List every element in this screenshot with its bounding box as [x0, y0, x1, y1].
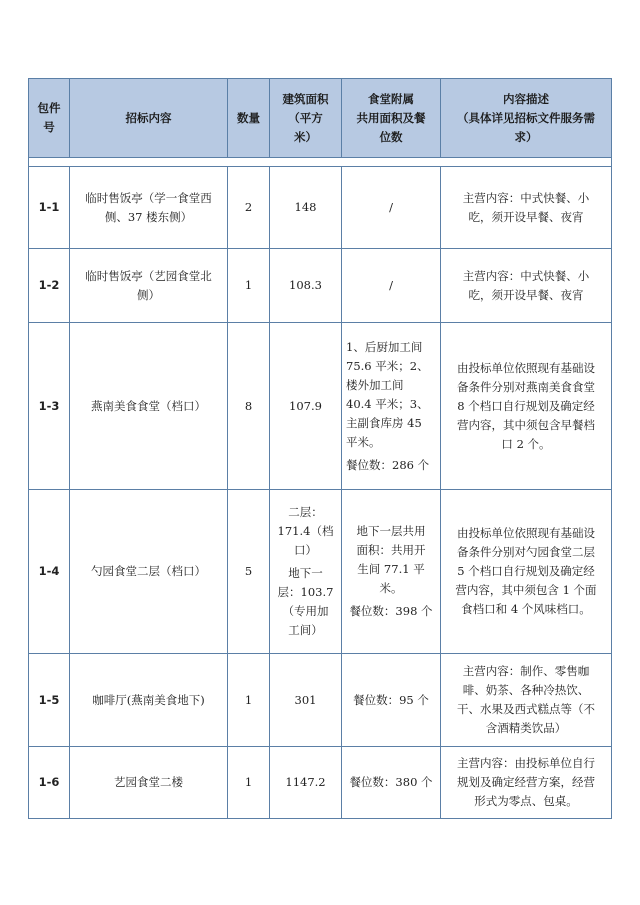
annex-cell	[342, 490, 441, 654]
header-area	[270, 79, 342, 158]
area-cell	[270, 654, 342, 747]
table-row	[29, 654, 612, 747]
cell-text: 1-2	[38, 278, 60, 292]
header-text: 求）	[514, 129, 538, 144]
cell-text: 食档口和 4 个风味档口。	[461, 602, 591, 616]
content-cell	[70, 249, 228, 323]
quantity-cell	[228, 167, 270, 249]
cell-text: 75.6 平米；2、	[346, 358, 429, 373]
cell-text: 吃，须开设早餐、夜宵	[468, 287, 584, 302]
header-text: 号	[43, 120, 55, 134]
description-cell	[441, 167, 612, 249]
area-cell	[270, 323, 342, 490]
cell-text: 107.9	[289, 398, 322, 413]
table-row	[29, 490, 612, 654]
table-row	[29, 747, 612, 819]
cell-text: 形式为零点、包桌。	[474, 794, 578, 808]
area-cell	[270, 747, 342, 819]
cell-text: 1、后厨加工间	[346, 339, 423, 354]
cell-text: 主营内容：制作、零售咖	[462, 664, 590, 678]
area-cell	[270, 167, 342, 249]
quantity-cell	[228, 249, 270, 323]
cell-text: 由投标单位依照现有基础设	[457, 526, 595, 540]
description-cell	[441, 490, 612, 654]
package-no-cell	[29, 323, 70, 490]
package-no-cell	[29, 747, 70, 819]
cell-text: 临时售饭亭（学一食堂西	[85, 190, 212, 205]
description-cell	[441, 249, 612, 323]
description-cell	[441, 747, 612, 819]
header-text: 内容描述	[503, 91, 549, 106]
content-cell	[70, 323, 228, 490]
cell-text: 餐位数：380 个	[349, 775, 433, 789]
annex-cell	[342, 323, 441, 490]
area-cell	[270, 490, 342, 654]
cell-text: 1147.2	[285, 775, 326, 789]
cell-text: 燕南美食食堂（档口）	[91, 398, 206, 413]
cell-text: 面积：共用开	[356, 543, 426, 557]
header-package-no	[29, 79, 70, 158]
header-text: 位数	[379, 129, 403, 144]
cell-text: 侧）	[137, 287, 160, 302]
quantity-cell	[228, 654, 270, 747]
cell-text: 1-5	[38, 692, 60, 707]
cell-text: 生间 77.1 平	[357, 562, 425, 576]
content-cell	[70, 490, 228, 654]
cell-text: 地下一层共用	[356, 524, 426, 538]
cell-text: 平米。	[346, 434, 381, 449]
cell-text: 5	[244, 564, 253, 578]
cell-text: 由投标单位依照现有基础设	[457, 360, 595, 375]
seat-count: 餐位数：398 个	[349, 604, 433, 618]
header-annex	[342, 79, 441, 158]
cell-text: 108.3	[289, 278, 322, 292]
cell-text: 啡、奶茶、各种冷热饮、	[462, 683, 590, 697]
seat-count: 餐位数：286 个	[346, 457, 430, 472]
header-text: 招标内容	[125, 110, 172, 125]
cell-text: 侧、37 楼东侧）	[104, 209, 193, 224]
cell-text: 主营内容：由投标单位自行	[457, 756, 595, 770]
area-cell	[270, 249, 342, 323]
cell-text: 临时售饭亭（艺园食堂北	[85, 268, 212, 283]
cell-text: 工间）	[288, 623, 323, 637]
cell-text: 含酒精类饮品）	[485, 721, 567, 735]
cell-text: 8 个档口自行规划及确定经	[457, 398, 595, 413]
annex-cell	[342, 747, 441, 819]
cell-text: 8	[244, 398, 253, 413]
cell-text: 咖啡厅(燕南美食地下)	[92, 692, 205, 707]
header-text: 米）	[294, 129, 317, 144]
cell-text: /	[389, 278, 393, 292]
cell-text: 备条件分别对燕南美食食堂	[457, 379, 595, 394]
cell-text: 备条件分别对勺园食堂二层	[457, 545, 595, 559]
cell-text: 1-6	[38, 775, 60, 789]
tender-table	[28, 78, 612, 819]
cell-text: 1	[244, 278, 253, 292]
cell-text: 1	[244, 692, 253, 707]
cell-text: 主营内容：中式快餐、小	[462, 268, 590, 283]
cell-text: 2	[244, 200, 253, 214]
table-row	[29, 167, 612, 249]
cell-text: 地下一	[288, 566, 323, 580]
cell-text: 171.4（档	[277, 524, 334, 538]
cell-text: 勺园食堂二层（档口）	[91, 564, 206, 578]
cell-text: 5 个档口自行规划及确定经	[457, 564, 595, 578]
cell-text: 主副食库房 45	[346, 415, 422, 430]
cell-text: 层：103.7	[277, 585, 334, 599]
header-content	[70, 79, 228, 158]
cell-text: 楼外加工间	[346, 377, 404, 392]
cell-text: 营内容，其中须包含早餐档	[457, 417, 595, 432]
description-cell	[441, 323, 612, 490]
header-text: 建筑面积	[282, 91, 329, 106]
annex-cell	[342, 654, 441, 747]
package-no-cell	[29, 654, 70, 747]
cell-text: 301	[294, 692, 317, 707]
cell-text: 40.4 平米；3、	[346, 396, 429, 411]
cell-text: 1-3	[38, 398, 60, 413]
cell-text: 1-4	[38, 564, 60, 578]
header-description	[441, 79, 612, 158]
content-cell	[70, 654, 228, 747]
cell-text: 餐位数：95 个	[353, 692, 429, 707]
cell-text: 口）	[294, 543, 317, 557]
cell-text: （专用加	[282, 604, 329, 618]
cell-text: 148	[294, 200, 317, 214]
header-text: 食堂附属	[368, 91, 414, 106]
quantity-cell	[228, 323, 270, 490]
cell-text: 艺园食堂二楼	[114, 775, 183, 789]
table-row	[29, 249, 612, 323]
header-text: 共用面积及餐	[356, 110, 426, 125]
cell-text: 米。	[379, 581, 403, 595]
header-text: （具体详见招标文件服务需	[457, 110, 595, 125]
header-text: 数量	[237, 110, 260, 125]
header-text: 包件	[37, 101, 61, 115]
description-cell	[441, 654, 612, 747]
cell-text: 1-1	[38, 200, 60, 214]
quantity-cell	[228, 490, 270, 654]
package-no-cell	[29, 249, 70, 323]
header-quantity	[228, 79, 270, 158]
cell-text: 营内容，其中须包含 1 个面	[455, 583, 597, 597]
quantity-cell	[228, 747, 270, 819]
header-text: （平方	[288, 110, 323, 125]
cell-text: 口 2 个。	[501, 436, 551, 451]
cell-text: /	[389, 200, 393, 214]
package-no-cell	[29, 167, 70, 249]
content-cell	[70, 167, 228, 249]
cell-text: 吃，须开设早餐、夜宵	[468, 209, 584, 224]
table-row	[29, 323, 612, 490]
cell-text: 规划及确定经营方案，经营	[457, 775, 595, 789]
package-no-cell	[29, 490, 70, 654]
content-cell	[70, 747, 228, 819]
cell-text: 干、水果及西式糕点等（不	[457, 702, 595, 716]
cell-text: 主营内容：中式快餐、小	[462, 190, 590, 205]
annex-cell	[342, 167, 441, 249]
cell-text: 1	[244, 775, 253, 789]
cell-text: 二层：	[288, 505, 323, 519]
annex-cell	[342, 249, 441, 323]
